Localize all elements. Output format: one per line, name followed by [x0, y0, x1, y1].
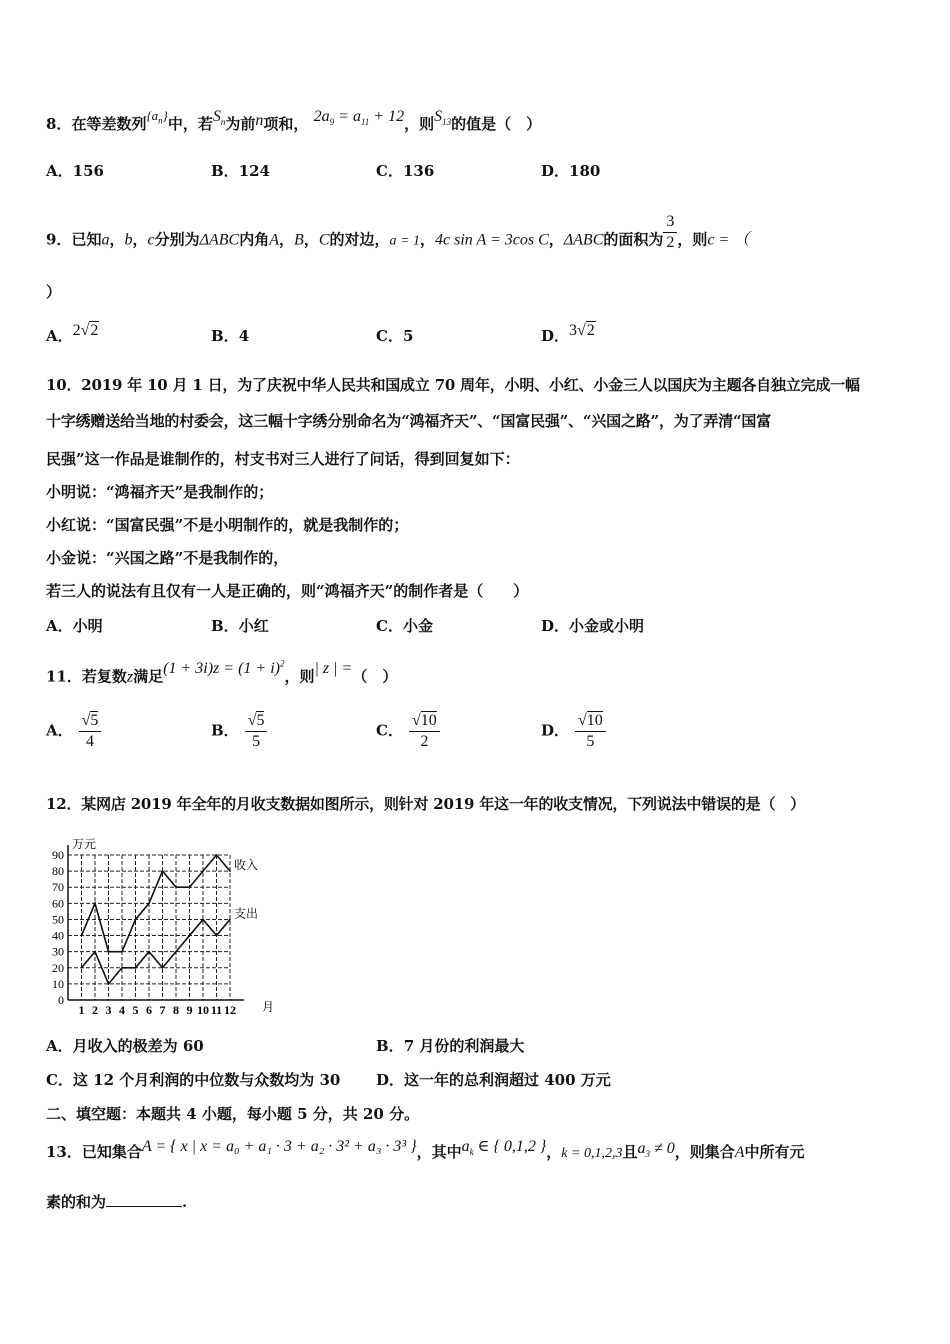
q12-option-a[interactable]: A．月收入的极差为 60	[46, 1037, 204, 1055]
q10-line-2: 十字绣赠送给当地的村委会，这三幅十字绣分别命名为“鸿福齐天”、“国富民强”、“兴国之路”，为了弄清“国富	[46, 412, 772, 430]
x-tick-label: 6	[146, 1003, 152, 1017]
q9-option-a[interactable]: A．2√2	[46, 322, 99, 345]
data-point	[229, 870, 231, 872]
data-point	[162, 967, 164, 969]
q12-line-chart	[44, 830, 294, 1020]
x-tick-label: 2	[92, 1003, 98, 1017]
x-tick-label: 9	[186, 1003, 193, 1017]
data-point	[175, 951, 177, 953]
q13-set-expression: A = { x | x = a₀ + a₁ · 3 + a₂ · 3² + a₃ · 3³ }	[141, 1138, 417, 1155]
data-point	[162, 870, 164, 872]
chart-x-label: 月	[262, 1000, 275, 1014]
q10-option-c[interactable]: C．小金	[376, 617, 433, 635]
q8-option-d[interactable]: D．180	[541, 162, 601, 180]
q10-line-4: 小明说：“鸿福齐天”是我制作的；	[46, 483, 274, 501]
data-point	[229, 919, 231, 921]
q12-option-d[interactable]: D．这一年的总利润超过 400 万元	[376, 1071, 611, 1089]
y-tick-label: 50	[52, 912, 64, 927]
data-point	[202, 919, 204, 921]
chart-y-ticks	[52, 848, 64, 1007]
data-point	[216, 935, 218, 937]
data-point	[175, 886, 177, 888]
data-point	[202, 870, 204, 872]
data-point	[135, 967, 137, 969]
q13-line-2: 素的和为 .	[46, 1193, 188, 1211]
y-tick-label: 10	[52, 976, 64, 991]
q9-option-c[interactable]: C．5	[376, 327, 414, 345]
q8-seq: $\{a_n\}$	[146, 108, 168, 126]
x-tick-label: 12	[224, 1003, 236, 1017]
q8-sn: $S_n$	[212, 108, 226, 128]
data-point	[189, 886, 191, 888]
data-point	[189, 935, 191, 937]
q10-option-a[interactable]: A．小明	[46, 617, 103, 635]
q11-stem: 11．若复数z满足$(1 + 3i)z = (1 + i)^2$，则| z | =（ ）	[46, 659, 398, 686]
q9-area-fraction: $\frac{3}{2}$	[663, 212, 677, 253]
q9-stem: 9．已知a，b，c分别为ΔABC内角A，B，C的对边，a = 1，4c sin A = 3cos C，ΔABC的面积为 $\frac{3}{2}$ ，则c = （	[46, 213, 750, 251]
q11-option-b[interactable]: B． $\frac{√5}{5}$	[211, 711, 267, 752]
q10-line-6: 小金说：“兴国之路”不是我制作的，	[46, 549, 289, 567]
data-point	[135, 919, 137, 921]
q8-option-a[interactable]: A．156	[46, 162, 104, 180]
chart-grid	[68, 855, 230, 1000]
q9-option-d[interactable]: D．3√2	[541, 322, 595, 345]
section-2-heading: 二、填空题：本题共 4 小题，每小题 5 分，共 20 分。	[46, 1105, 420, 1123]
q10-line-3: 民强”这一作品是谁制作的，村支书对三人进行了问话，得到回复如下：	[46, 450, 520, 468]
q11-equation: $(1 + 3i)z = (1 + i)^2$	[163, 659, 285, 678]
chart-y-label: 万元	[72, 837, 97, 851]
data-point	[81, 967, 83, 969]
q8-s13: $S_{13}$	[434, 108, 452, 128]
q8-stem: 8．在等差数列$\{a_n\}$中，若$S_n$为前n项和， $2a_9 = a_{11} + 12$，则$S_{13}$的值是（ ）	[46, 108, 542, 133]
x-tick-label: 3	[105, 1003, 112, 1017]
q12-option-b[interactable]: B．7 月份的利润最大	[376, 1037, 525, 1055]
chart-axes	[68, 845, 244, 1000]
q11-option-a[interactable]: A． $\frac{√5}{4}$	[46, 711, 101, 752]
q10-line-5: 小红说：“国富民强”不是小明制作的，就是我制作的；	[46, 516, 409, 534]
data-point	[108, 951, 110, 953]
y-tick-label: 60	[52, 896, 64, 911]
x-tick-label: 1	[78, 1003, 85, 1017]
data-point	[108, 983, 110, 985]
q11-option-c[interactable]: C． $\frac{√10}{2}$	[376, 711, 440, 752]
data-point	[94, 951, 96, 953]
y-tick-label: 80	[52, 864, 64, 879]
x-tick-label: 7	[159, 1003, 166, 1017]
data-point	[94, 903, 96, 905]
q13-stem: 13．已知集合A = { x | x = a₀ + a₁ · 3 + a₂ · 3² + a₃ · 3³ }，其中$a_k$ ∈ { 0,1,2 }，k = 0,1,2,3且$a_3 \ne 0$，则集合A中所有元	[46, 1138, 805, 1161]
y-tick-label: 30	[52, 944, 64, 959]
x-tick-label: 5	[132, 1003, 139, 1017]
q10-option-d[interactable]: D．小金或小明	[541, 617, 645, 635]
data-point	[216, 854, 218, 856]
data-point	[148, 903, 150, 905]
series-label: 支出	[234, 906, 259, 921]
q9-close-paren: ）	[46, 283, 62, 301]
q12-option-c[interactable]: C．这 12 个月利润的中位数与众数均为 30	[46, 1071, 341, 1089]
q8-option-b[interactable]: B．124	[211, 162, 270, 180]
answer-blank[interactable]	[106, 1192, 182, 1207]
chart-x-ticks	[79, 1003, 237, 1017]
y-tick-label: 70	[52, 880, 64, 895]
x-tick-label: 11	[210, 1003, 223, 1017]
y-tick-label: 20	[52, 960, 64, 975]
q8-equation: $2a_9 = a_{11} + 12$	[313, 108, 405, 128]
data-point	[148, 951, 150, 953]
q8-option-c[interactable]: C．136	[376, 162, 435, 180]
x-tick-label: 10	[197, 1003, 209, 1017]
q9-option-b[interactable]: B．4	[211, 327, 250, 345]
data-point	[121, 951, 123, 953]
q8-number: 8．	[46, 115, 72, 133]
series-label: 收入	[234, 858, 259, 873]
q10-option-b[interactable]: B．小红	[211, 617, 269, 635]
q10-line-1: 10．2019 年 10 月 1 日，为了庆祝中华人民共和国成立 70 周年，小明、小红、小金三人以国庆为主题各自独立完成一幅	[46, 376, 860, 394]
q10-line-7: 若三人的说法有且仅有一人是正确的，则“鸿福齐天”的制作者是（ ）	[46, 582, 529, 600]
x-tick-label: 8	[173, 1003, 179, 1017]
q12-stem: 12．某网店 2019 年全年的月收支数据如图所示，则针对 2019 年这一年的收支情况，下列说法中错误的是（ ）	[46, 795, 805, 813]
x-tick-label: 4	[119, 1003, 125, 1017]
data-point	[121, 967, 123, 969]
data-point	[81, 935, 83, 937]
q11-option-d[interactable]: D． $\frac{√10}{5}$	[541, 711, 606, 752]
y-tick-label: 90	[52, 848, 64, 862]
y-tick-label: 0	[58, 993, 64, 1007]
y-tick-label: 40	[52, 928, 64, 943]
